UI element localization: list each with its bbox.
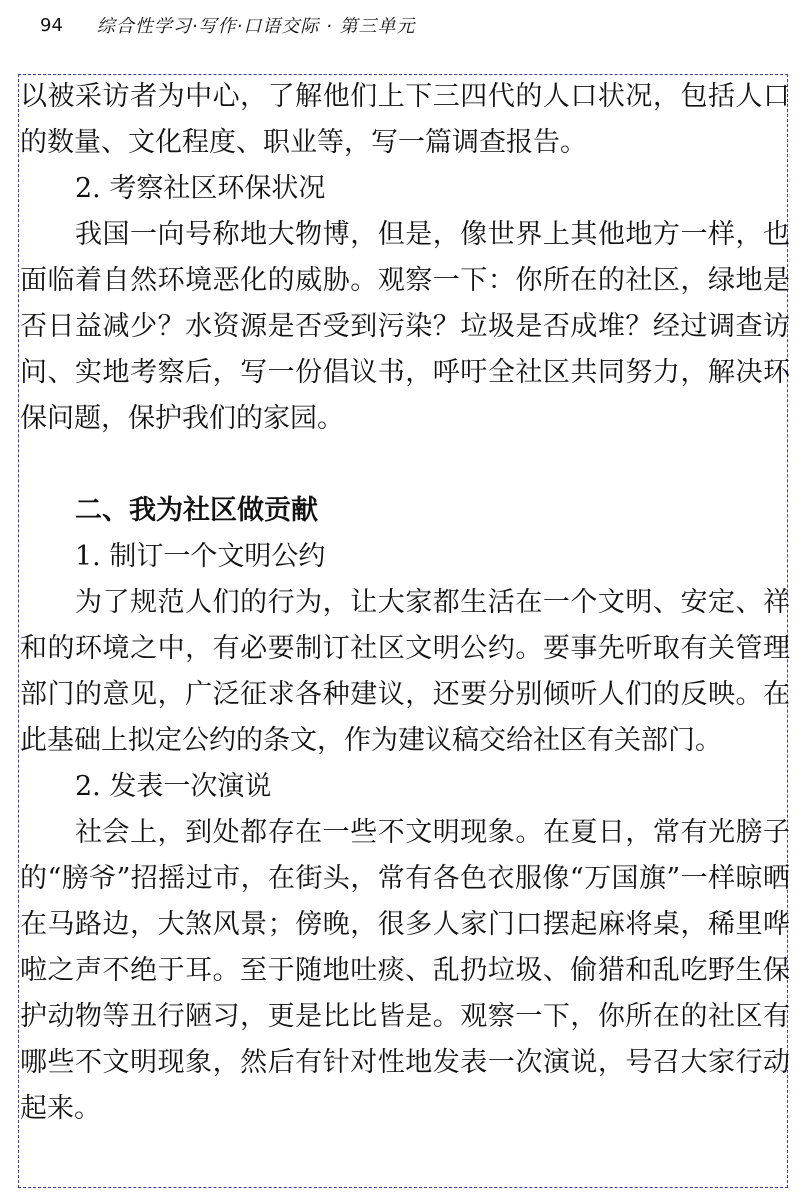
paragraph-civility-charter: 为了规范人们的行为，让大家都生活在一个文明、安定、祥和的环境之中，有必要制订社区文明公约。要事先听取有关管理部门的意见，广泛征求各种建议，还要分别倾听人们的反映。在此基础上拟定公约的条文，作为建议稿交给社区有关部门。 [20,587,790,756]
page-body [20,74,790,1132]
paragraph-interview-report: 以被采访者为中心，了解他们上下三四代的人口状况，包括人口的数量、文化程度、职业等，写一篇调查报告。 [20,81,790,158]
page-number: 94 [40,14,63,36]
paragraph-environment: 我国一向号称地大物博，但是，像世界上其他地方一样，也面临着自然环境恶化的威胁。观察一下：你所在的社区，绿地是否日益减少？水资源是否受到污染？垃圾是否成堆？经过调查访问、实地考察后，写一份倡议书，呼吁全社区共同努力，解决环保问题，保护我们的家园。 [20,219,790,434]
paragraph-uncivil-behavior: 社会上，到处都存在一些不文明现象。在夏日，常有光膀子的“膀爷”招摇过市，在街头，常有各色衣服像“万国旗”一样晾晒在马路边，大煞风景；傍晚，很多人家门口摆起麻将桌，稀里哗啦之声不绝于耳。至于随地吐痰、乱扔垃圾、偷猎和乱吃野生保护动物等丑行陋习，更是比比皆是。观察一下，你所在的社区有哪些不文明现象，然后有针对性地发表一次演说，号召大家行动起来。 [20,817,790,1124]
section-title-community-contribution: 二、我为社区做贡献 [75,495,318,526]
subheading-civility-charter: 1. 制订一个文明公约 [75,541,326,572]
section-spacer [20,442,790,488]
subheading-give-speech: 2. 发表一次演说 [75,771,272,802]
subheading-environment-survey: 2. 考察社区环保状况 [75,173,326,204]
running-title: 综合性学习·写作·口语交际 · 第三单元 [96,16,416,37]
page-header [40,10,416,40]
